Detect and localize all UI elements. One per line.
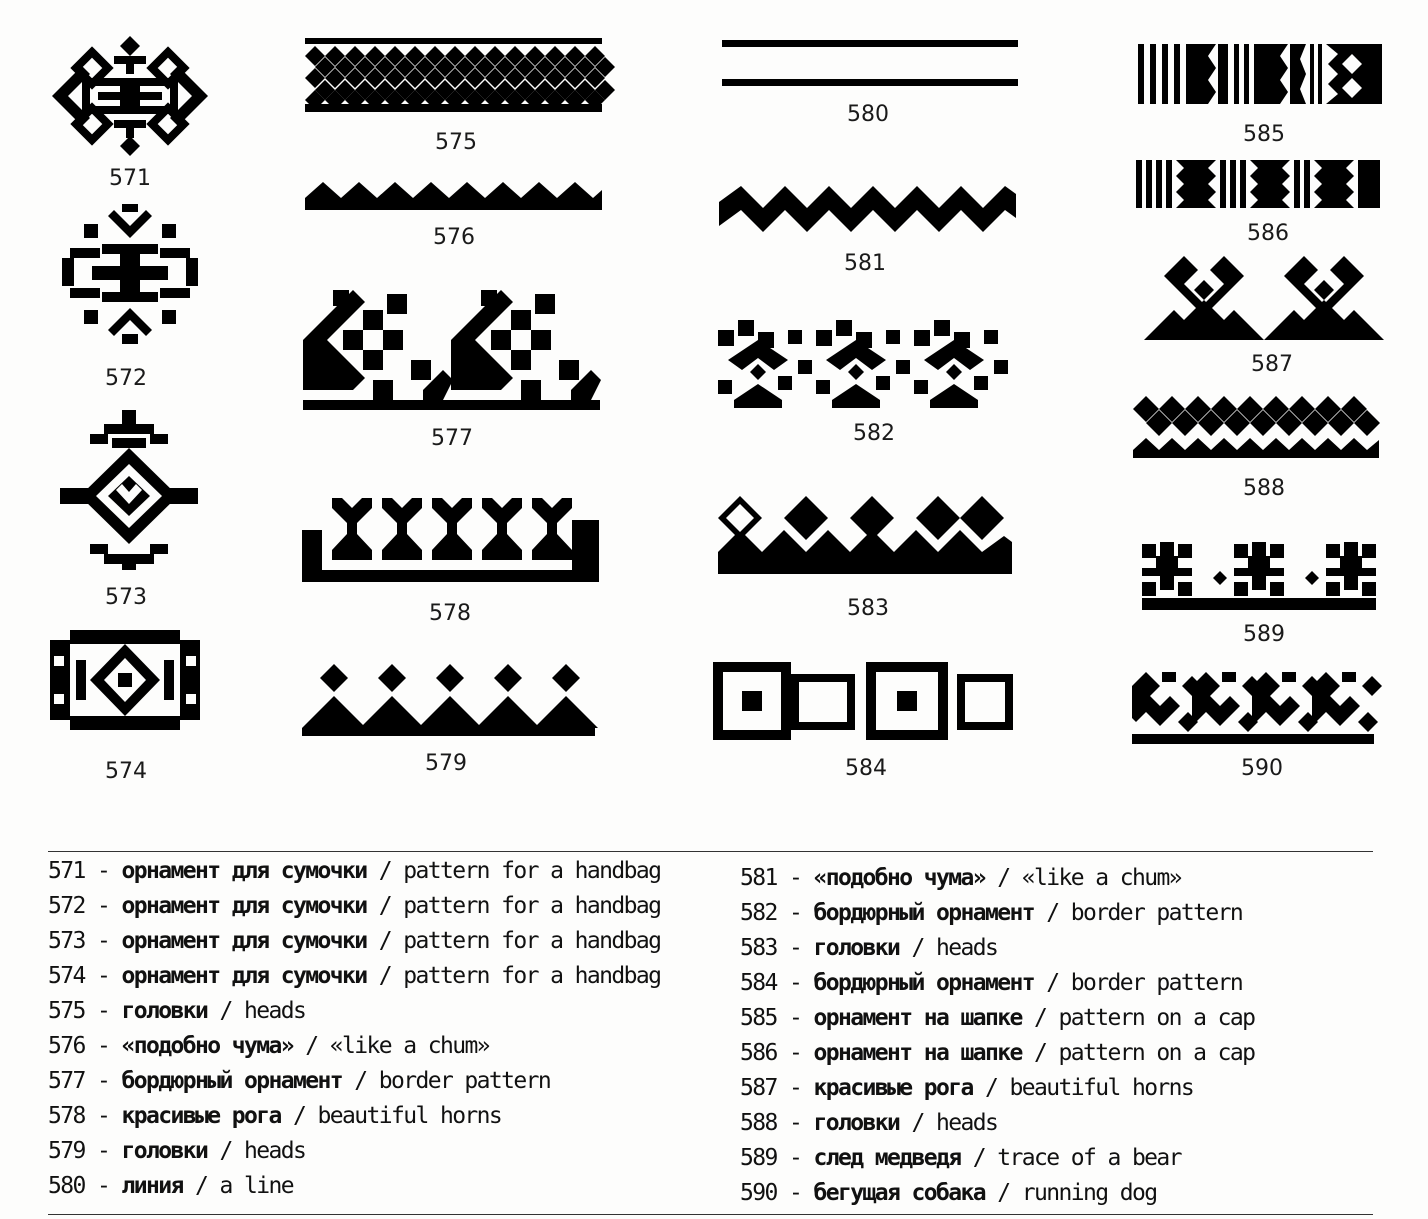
legend-row: 588 - головки / heads [740, 1110, 998, 1136]
ornament-574 [50, 630, 200, 730]
legend-russian: бордюрный орнамент [813, 970, 1034, 996]
ornament-590 [1132, 672, 1374, 744]
legend-english: pattern on a cap [1058, 1005, 1255, 1031]
legend-english: border pattern [1070, 900, 1243, 926]
ornament-number: 572 [105, 366, 147, 391]
legend-row: 586 - орнамент на шапке / pattern on a cap [740, 1040, 1255, 1066]
legend-english: pattern for a handbag [403, 928, 661, 954]
legend-english: pattern on a cap [1058, 1040, 1255, 1066]
legend-english: beautiful horns [317, 1103, 502, 1129]
legend-row: 579 - головки / heads [48, 1138, 306, 1164]
legend-row: 581 - «подобно чума» / «like a chum» [740, 865, 1181, 891]
ornament-number: 580 [847, 102, 889, 127]
legend-row: 584 - бордюрный орнамент / border pattern [740, 970, 1243, 996]
legend-russian: головки [813, 935, 900, 961]
legend-right [740, 861, 1254, 1211]
ornament-number: 577 [431, 426, 473, 451]
legend-number: 571 [48, 858, 85, 884]
divider-top [48, 851, 1373, 852]
ornament-588 [1133, 396, 1379, 458]
legend-english: trace of a bear [997, 1145, 1181, 1171]
legend-russian: «подобно чума» [121, 1033, 293, 1059]
legend-number: 581 [740, 865, 777, 891]
legend-number: 574 [48, 963, 85, 989]
legend-english: heads [935, 935, 998, 961]
legend-row: 574 - орнамент для сумочки / pattern for a handbag [48, 963, 661, 989]
ornament-580 [722, 40, 1018, 88]
legend-russian: головки [121, 998, 208, 1024]
legend-english: pattern for a handbag [403, 858, 661, 884]
ornament-number: 581 [844, 251, 886, 276]
legend-russian: орнамент для сумочки [121, 963, 367, 989]
ornament-575 [305, 38, 602, 112]
legend-row: 575 - головки / heads [48, 998, 306, 1024]
legend-row: 587 - красивые рога / beautiful horns [740, 1075, 1194, 1101]
ornament-number: 573 [105, 585, 147, 610]
legend-row: 577 - бордюрный орнамент / border pattern [48, 1068, 551, 1094]
legend-left [48, 854, 660, 1204]
legend-russian: красивые рога [813, 1075, 973, 1101]
ornament-571 [52, 36, 208, 156]
legend-english: pattern for a handbag [403, 963, 661, 989]
legend-russian: орнамент для сумочки [121, 928, 367, 954]
legend-english: a line [219, 1173, 293, 1199]
legend-number: 588 [740, 1110, 777, 1136]
legend-row: 583 - головки / heads [740, 935, 998, 961]
legend-russian: бегущая собака [813, 1180, 985, 1206]
ornament-576 [305, 180, 602, 210]
legend-russian: орнамент на шапке [813, 1005, 1022, 1031]
ornament-number: 585 [1243, 122, 1285, 147]
ornament-number: 590 [1241, 756, 1283, 781]
ornament-number: 589 [1243, 622, 1285, 647]
ornament-number: 579 [425, 751, 467, 776]
ornament-number: 586 [1247, 221, 1289, 246]
legend-russian: «подобно чума» [813, 865, 985, 891]
ornament-587 [1144, 256, 1384, 340]
legend-number: 589 [740, 1145, 777, 1171]
legend-english: «like a chum» [1021, 865, 1181, 891]
ornament-number: 588 [1243, 476, 1285, 501]
legend-english: «like a chum» [329, 1033, 489, 1059]
legend-english: heads [243, 998, 306, 1024]
legend-english: heads [935, 1110, 998, 1136]
legend-number: 587 [740, 1075, 777, 1101]
legend-english: border pattern [378, 1068, 551, 1094]
ornament-577 [303, 290, 600, 410]
legend-number: 573 [48, 928, 85, 954]
legend-number: 585 [740, 1005, 777, 1031]
ornament-581 [719, 184, 1016, 234]
legend-number: 578 [48, 1103, 85, 1129]
legend-row: 585 - орнамент на шапке / pattern on a cap [740, 1005, 1255, 1031]
divider-bottom [48, 1214, 1373, 1215]
legend-russian: линия [121, 1173, 183, 1199]
ornament-589 [1142, 542, 1376, 610]
legend-row: 582 - бордюрный орнамент / border pattern [740, 900, 1243, 926]
legend-english: heads [243, 1138, 306, 1164]
ornament-number: 576 [433, 225, 475, 250]
legend-russian: бордюрный орнамент [813, 900, 1034, 926]
legend-number: 580 [48, 1173, 85, 1199]
legend-row: 572 - орнамент для сумочки / pattern for a handbag [48, 893, 661, 919]
legend-row: 580 - линия / a line [48, 1173, 293, 1199]
ornament-579 [302, 664, 595, 736]
legend-english: pattern for a handbag [403, 893, 661, 919]
ornament-number: 587 [1251, 352, 1293, 377]
legend-number: 590 [740, 1180, 777, 1206]
ornament-number: 584 [845, 756, 887, 781]
legend-number: 579 [48, 1138, 85, 1164]
legend-russian: орнамент для сумочки [121, 858, 367, 884]
legend-row: 573 - орнамент для сумочки / pattern for a handbag [48, 928, 661, 954]
legend-number: 576 [48, 1033, 85, 1059]
legend-number: 582 [740, 900, 777, 926]
legend-russian: след медведя [813, 1145, 961, 1171]
legend-number: 586 [740, 1040, 777, 1066]
ornament-number: 574 [105, 759, 147, 784]
ornament-572 [62, 204, 198, 344]
ornament-number: 571 [109, 166, 151, 191]
ornament-585 [1138, 44, 1382, 104]
legend-english: running dog [1021, 1180, 1157, 1206]
legend-russian: бордюрный орнамент [121, 1068, 342, 1094]
legend-english: beautiful horns [1009, 1075, 1194, 1101]
ornament-586 [1136, 160, 1380, 208]
legend-number: 583 [740, 935, 777, 961]
legend-english: border pattern [1070, 970, 1243, 996]
ornament-582 [718, 320, 1013, 408]
ornament-573 [60, 410, 198, 570]
ornament-584 [713, 662, 1010, 740]
ornament-583 [718, 496, 1012, 574]
legend-number: 584 [740, 970, 777, 996]
legend-russian: головки [121, 1138, 208, 1164]
ornament-number: 578 [429, 601, 471, 626]
legend-row: 571 - орнамент для сумочки / pattern for a handbag [48, 858, 661, 884]
legend-russian: орнамент на шапке [813, 1040, 1022, 1066]
ornament-578 [302, 490, 599, 582]
legend-russian: головки [813, 1110, 900, 1136]
legend-row: 578 - красивые рога / beautiful horns [48, 1103, 502, 1129]
legend-russian: орнамент для сумочки [121, 893, 367, 919]
legend-row: 589 - след медведя / trace of a bear [740, 1145, 1181, 1171]
ornament-number: 575 [435, 130, 477, 155]
legend-row: 590 - бегущая собака / running dog [740, 1180, 1157, 1206]
ornament-number: 582 [853, 421, 895, 446]
legend-russian: красивые рога [121, 1103, 281, 1129]
legend-number: 572 [48, 893, 85, 919]
legend-number: 577 [48, 1068, 85, 1094]
legend-row: 576 - «подобно чума» / «like a chum» [48, 1033, 489, 1059]
legend-number: 575 [48, 998, 85, 1024]
ornament-number: 583 [847, 596, 889, 621]
